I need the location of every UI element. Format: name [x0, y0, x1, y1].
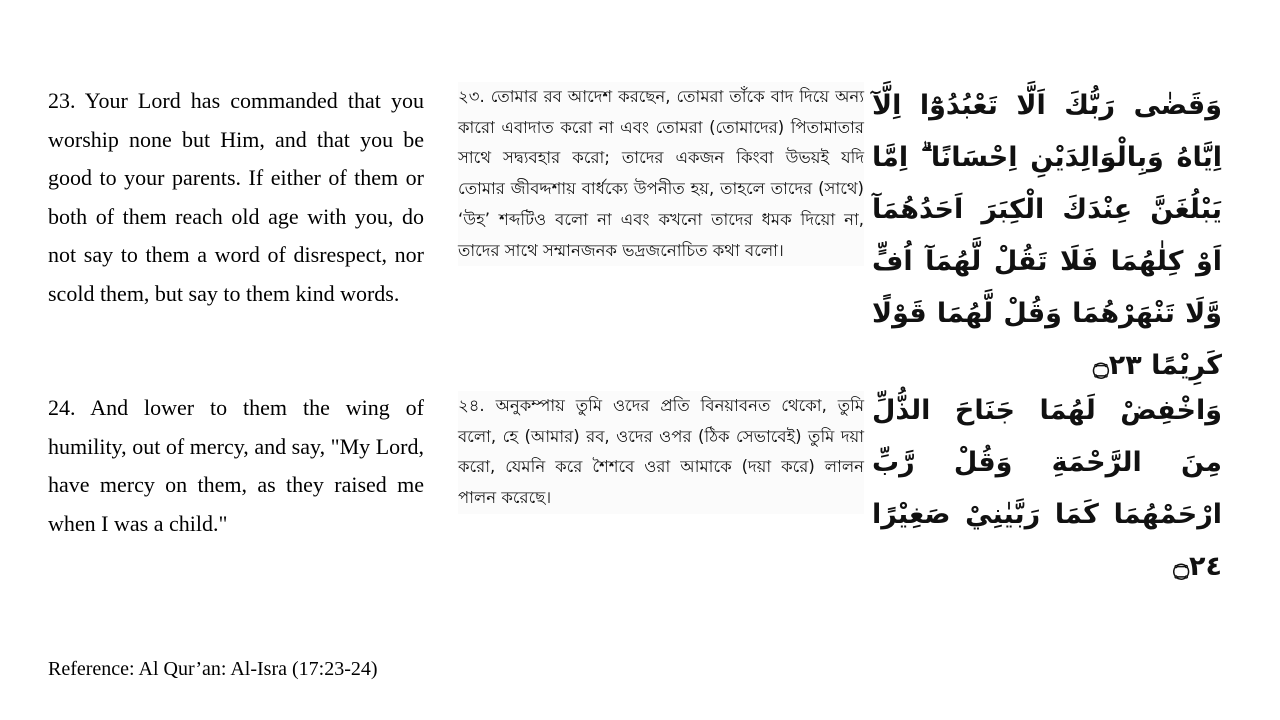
- verse-24-arabic: وَاخْفِضْ لَهُمَا جَنَاحَ الذُّلِّ مِنَ الرَّحْمَةِ وَقُلْ رَّبِّ ارْحَمْهُمَا كَمَا رَبَّيٰنِيْ صَغِيْرًا ۝٢٤: [872, 395, 1222, 582]
- verse-24-english: 24. And lower to them the wing of humility, out of mercy, and say, "My Lord, have mercy on them, as they raised me when I was a child.": [48, 395, 424, 536]
- reference-citation: Reference: Al Qur’an: Al-Isra (17:23-24): [48, 658, 378, 680]
- verse-23-bengali: ২৩. তোমার রব আদেশ করছেন, তোমরা তাঁকে বাদ দিয়ে অন্য কারো এবাদাত করো না এবং তোমরা (তোমাদের) পিতামাতার সাথে সদ্ব্যবহার করো; তাদের একজন কিংবা উভয়ই যদি তোমার জীবদ্দশায় বার্ধক্যে উপনীত হয়, তাহলে তাদের (সাথে) ‘উহ’ শব্দটিও বলো না এবং কখনো তাদের ধমক দিয়ো না, তাদের সাথে সম্মানজনক ভদ্রজনোচিত কথা বলো।: [458, 82, 864, 266]
- verse-24-bengali: ২৪. অনুকম্পায় তুমি ওদের প্রতি বিনয়াবনত থেকো, তুমি বলো, হে (আমার) রব, ওদের ওপর (ঠিক সেভাবেই) তুমি দয়া করো, যেমনি করে শৈশবে ওরা আমাকে (দয়া করে) লালন পালন করেছে।: [458, 391, 864, 514]
- verse-23-arabic: وَقَضٰى رَبُّكَ اَلَّا تَعْبُدُوْٓا اِلَّآ اِيَّاهُ وَبِالْوَالِدَيْنِ اِحْسَانًا ۗ اِمَّا يَبْلُغَنَّ عِنْدَكَ الْكِبَرَ اَحَدُهُمَآ اَوْ كِلٰهُمَا فَلَا تَقُلْ لَّهُمَآ اُفٍّ وَّلَا تَنْهَرْهُمَا وَقُلْ لَّهُمَا قَوْلًا كَرِيْمًا ۝٢٣: [872, 90, 1222, 381]
- verse-23-english: 23. Your Lord has commanded that you worship none but Him, and that you be good to your parents. If either of them or both of them reach old age with you, do not say to them a word of disrespect, nor scold them, but say to them kind words.: [48, 88, 424, 306]
